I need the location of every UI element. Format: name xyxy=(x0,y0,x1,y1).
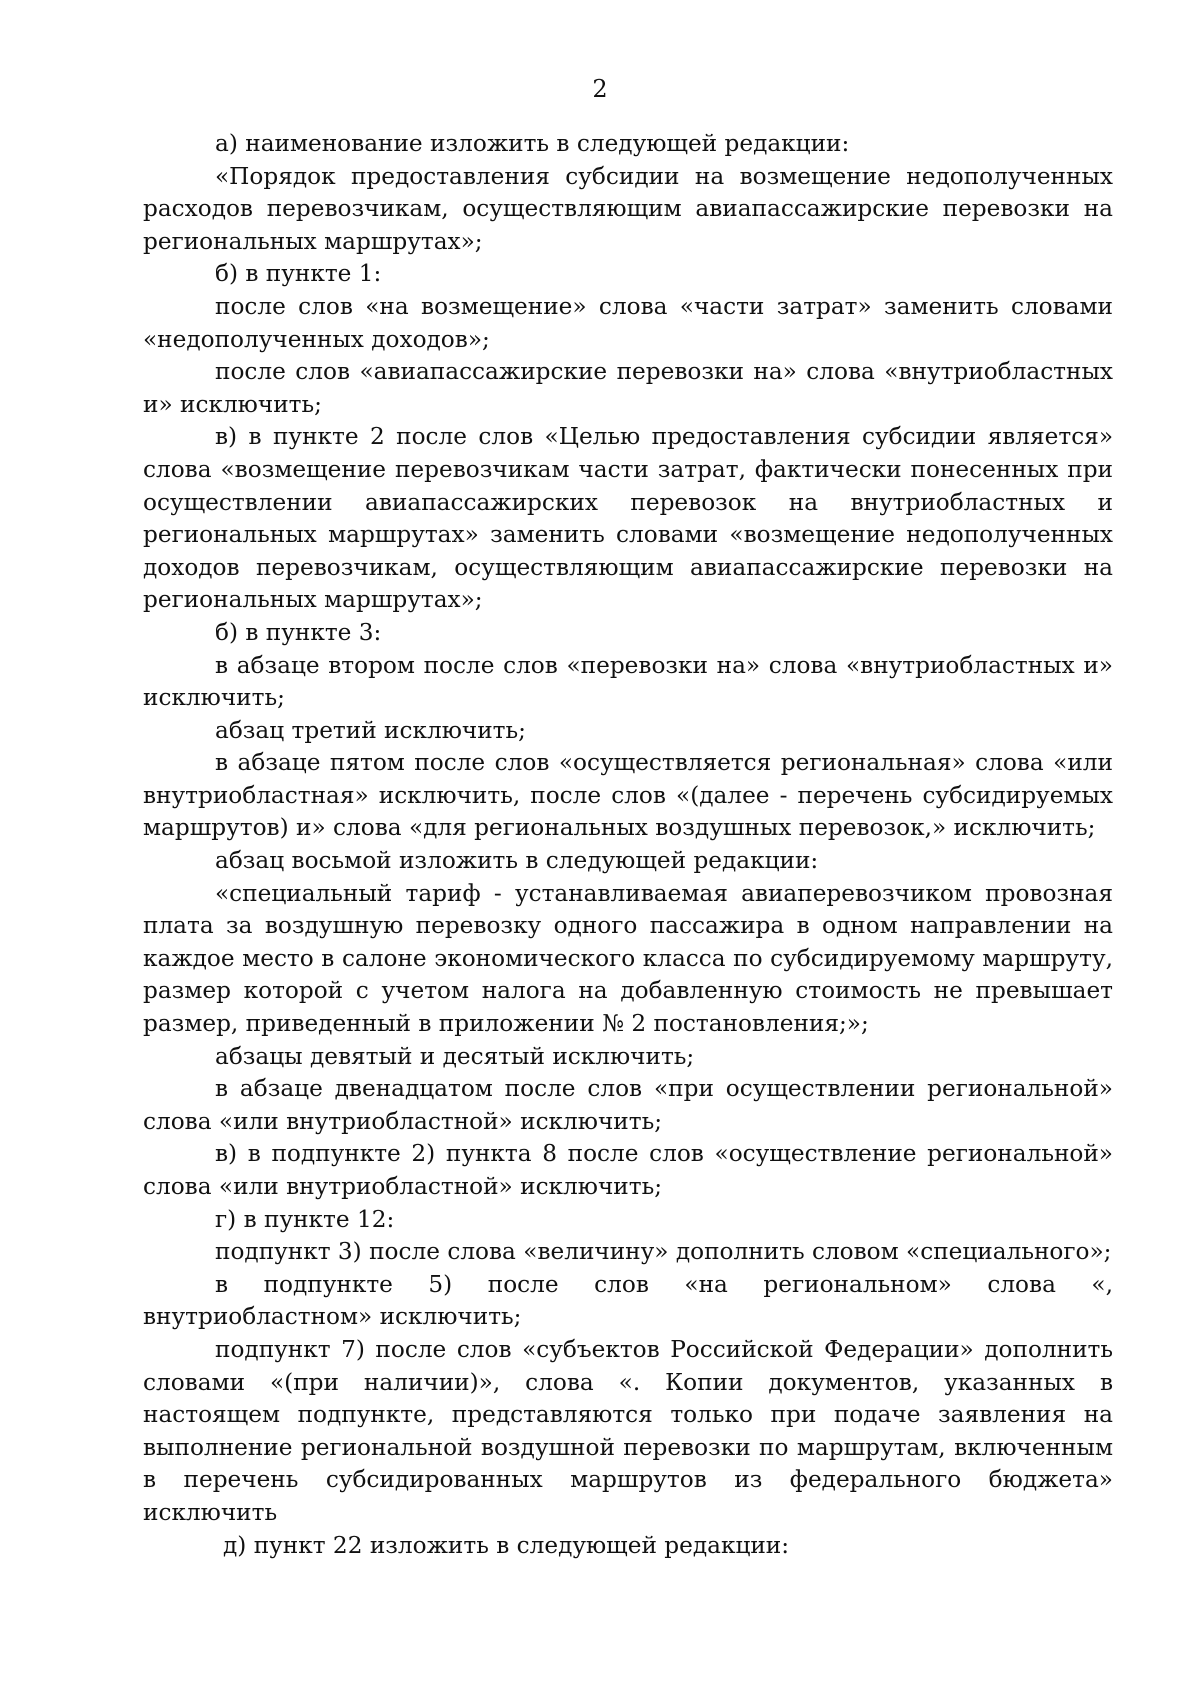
paragraph: подпункт 7) после слов «субъектов Российской Федерации» дополнить словами «(при наличии)», слова «. Копии документов, указанных в настоящем подпункте, представляются только при подаче заявления на выполнение региональной воздушной перевозки по маршрутам, включенным в перечень субсидированных маршрутов из федерального бюджета» исключить xyxy=(143,1335,1113,1526)
paragraph: абзац восьмой изложить в следующей редакции: xyxy=(215,847,819,875)
paragraph: подпункт 3) после слова «величину» дополнить словом «специального»; xyxy=(215,1238,1112,1266)
paragraph: д) пункт 22 изложить в следующей редакции: xyxy=(223,1531,790,1559)
paragraph: в) в подпункте 2) пункта 8 после слов «осуществление региональной» слова «или внутриобластной» исключить; xyxy=(143,1140,1113,1200)
paragraph: в подпункте 5) после слов «на региональном» слова «, внутриобластном» исключить; xyxy=(143,1270,1113,1331)
paragraph: «Порядок предоставления субсидии на возмещение недополученных расходов перевозчикам, осуществляющим авиапассажирские перевозки на региональных маршрутах»; xyxy=(143,162,1113,255)
paragraph: в абзаце двенадцатом после слов «при осуществлении региональной» слова «или внутриобластной» исключить; xyxy=(143,1075,1113,1135)
paragraph: г) в пункте 12: xyxy=(215,1205,395,1233)
paragraph: б) в пункте 3: xyxy=(215,618,382,646)
document-body xyxy=(143,128,1113,1562)
paragraph: после слов «на возмещение» слова «части затрат» заменить словами «недополученных доходов»; xyxy=(143,292,1113,353)
paragraph: после слов «авиапассажирские перевозки на» слова «внутриобластных и» исключить; xyxy=(143,358,1113,418)
paragraph: в) в пункте 2 после слов «Целью предоставления субсидии является» слова «возмещение перевозчикам части затрат, фактически понесенных при осуществлении авиапассажирских перевозок на внутриобластных и региональных маршрутах» заменить словами «возмещение недополученных доходов перевозчикам, осуществляющим авиапассажирские перевозки на региональных маршрутах»; xyxy=(143,423,1113,614)
paragraph: «специальный тариф - устанавливаемая авиаперевозчиком провозная плата за воздушную перевозку одного пассажира в одном направлении на каждое место в салоне экономического класса по субсидируемому маршруту, размер которой с учетом налога на добавленную стоимость не превышает размер, приведенный в приложении № 2 постановления;»; xyxy=(143,879,1113,1038)
page-number: 2 xyxy=(592,75,608,103)
paragraph: б) в пункте 1: xyxy=(215,260,382,288)
paragraph: в абзаце пятом после слов «осуществляется региональная» слова «или внутриобластная» исключить, после слов «(далее - перечень субсидируемых маршрутов) и» слова «для региональных воздушных перевозок,» исключить; xyxy=(143,749,1113,842)
paragraph: абзац третий исключить; xyxy=(215,716,526,744)
paragraph: в абзаце втором после слов «перевозки на» слова «внутриобластных и» исключить; xyxy=(143,651,1113,712)
paragraph: абзацы девятый и десятый исключить; xyxy=(215,1042,695,1070)
paragraph: а) наименование изложить в следующей редакции: xyxy=(215,130,850,157)
